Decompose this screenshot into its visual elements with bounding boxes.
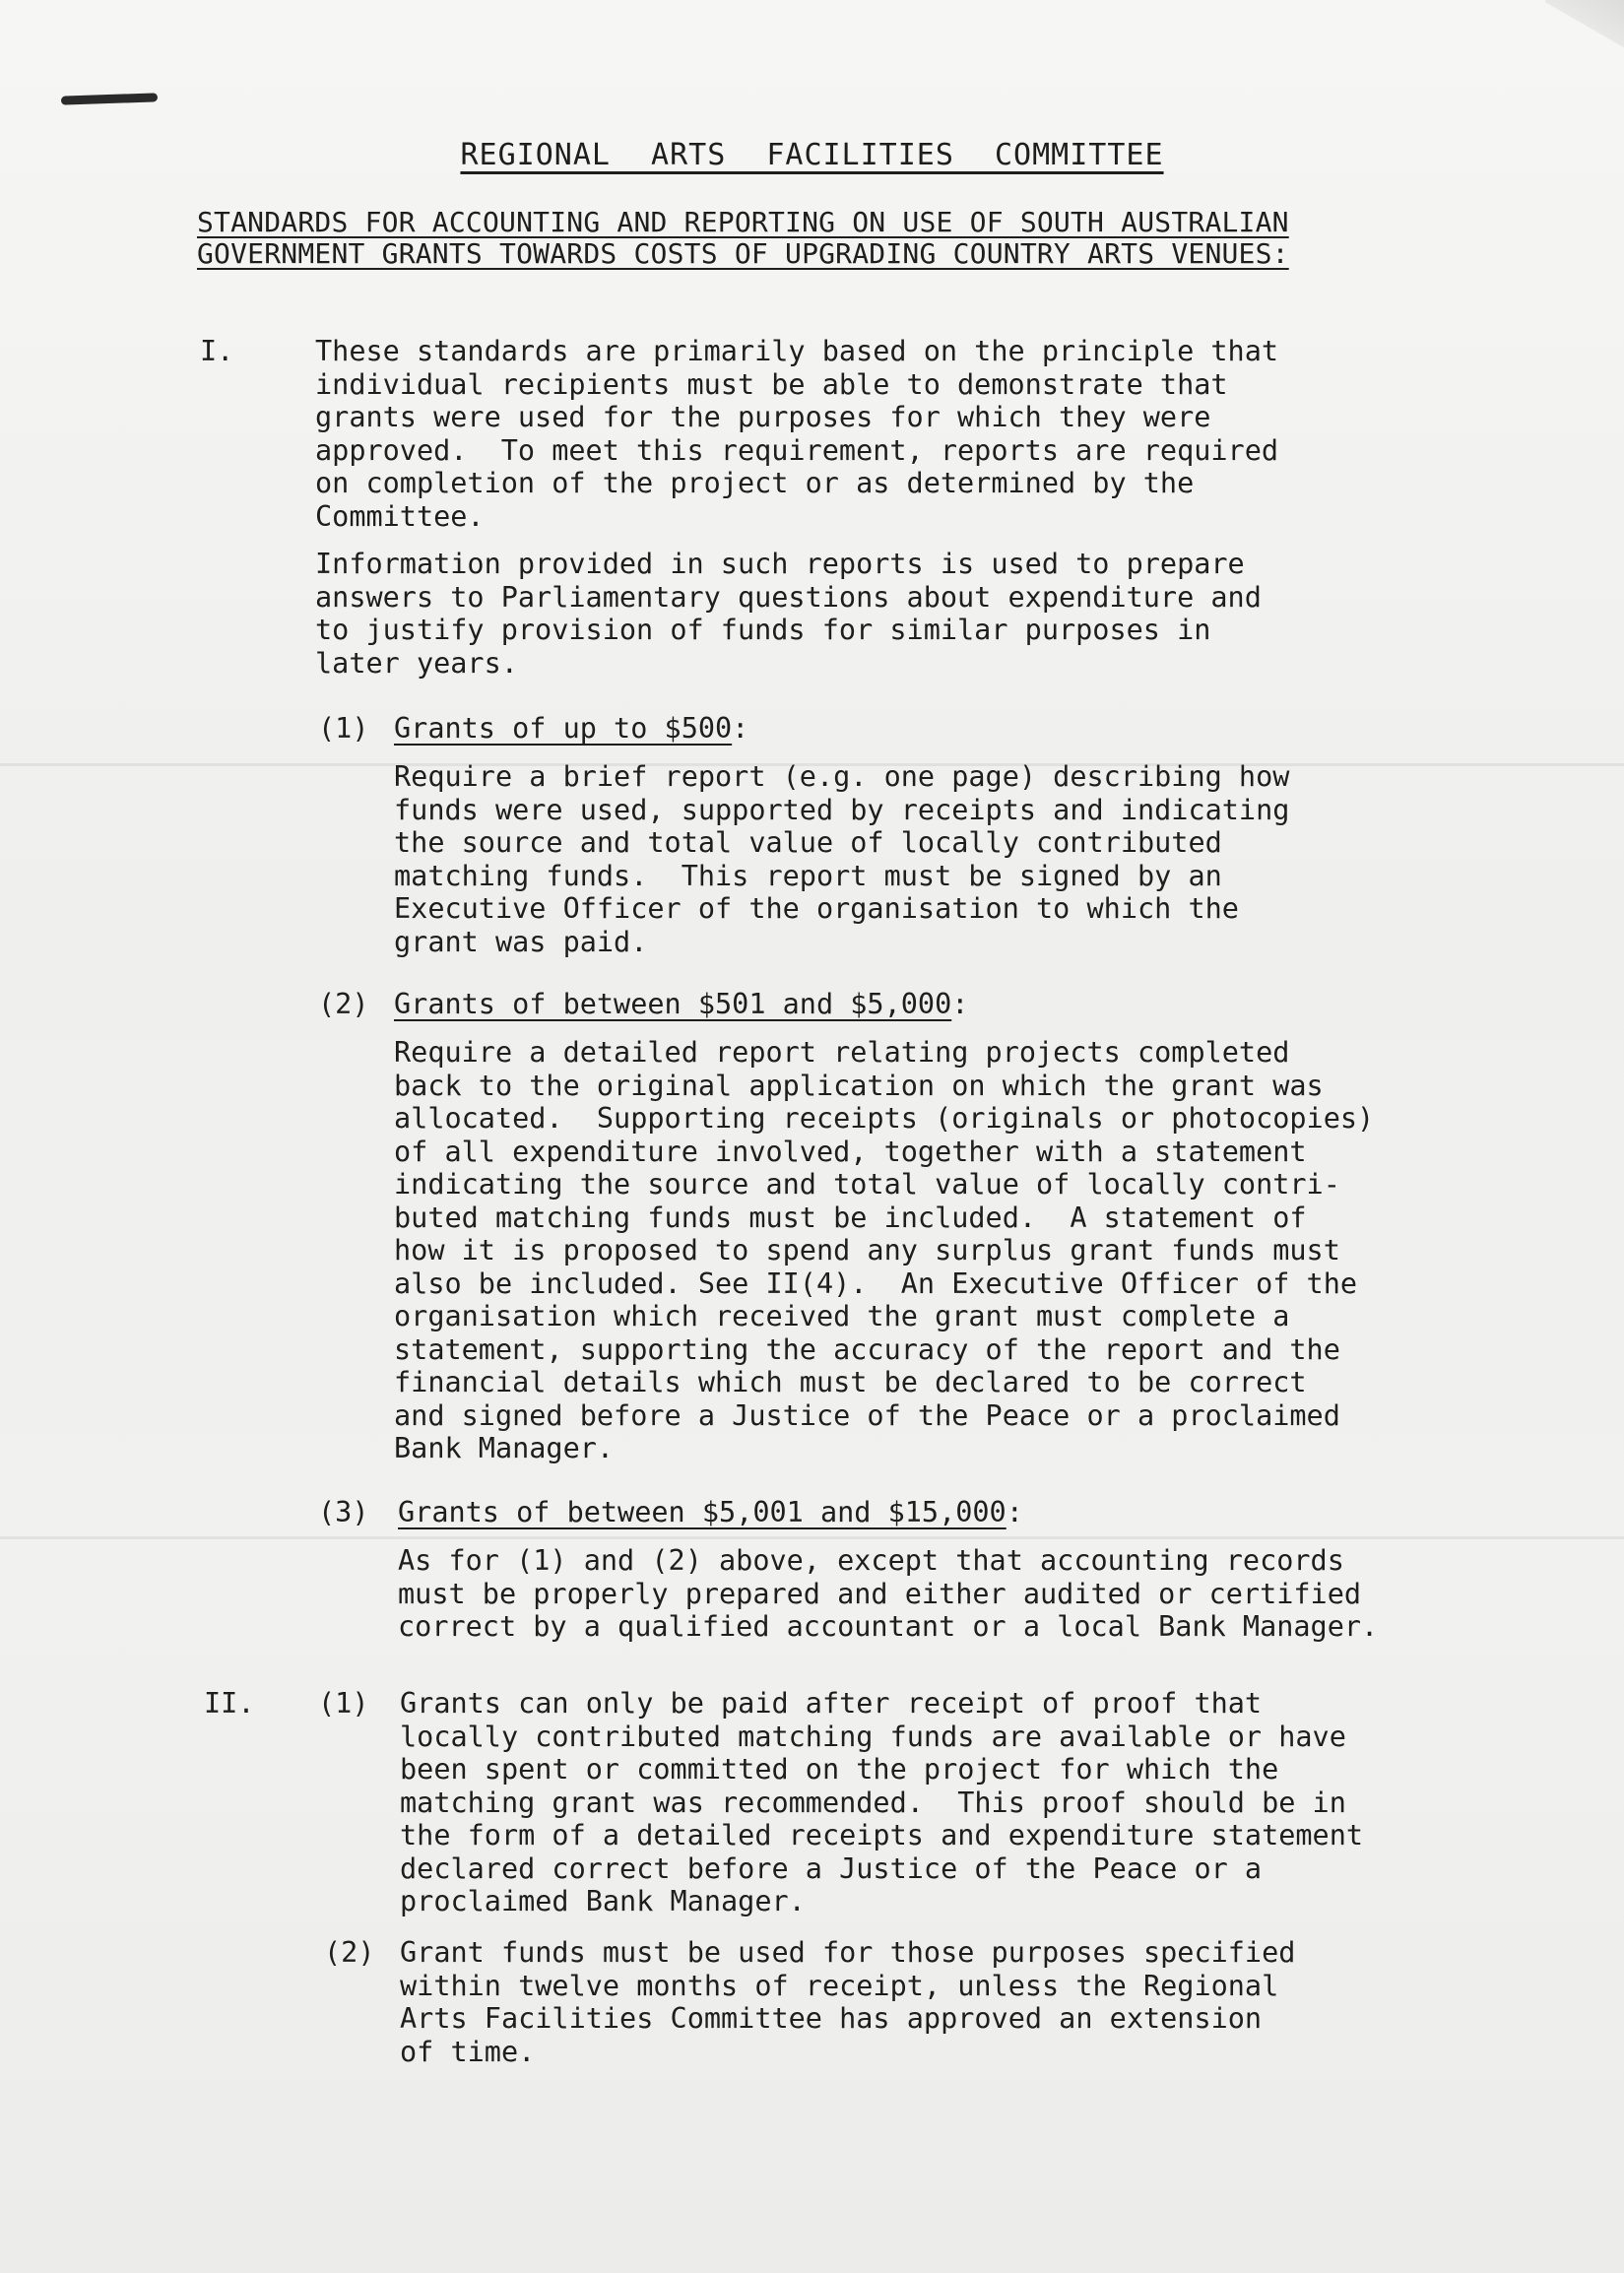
subtitle-line: STANDARDS FOR ACCOUNTING AND REPORTING ON USE OF SOUTH AUSTRALIAN	[197, 206, 1289, 238]
heading-text: Grants of between $501 and $5,000	[394, 988, 952, 1020]
text-line: back to the original application on which the grant was	[394, 1069, 1324, 1102]
text-line: approved. To meet this requirement, reports are required	[315, 433, 1279, 467]
text-line: Executive Officer of the organisation to which the	[394, 892, 1239, 925]
item-number: (1)	[318, 712, 369, 745]
text-line: within twelve months of receipt, unless the Regional	[400, 1969, 1279, 2002]
document-title	[0, 138, 1624, 172]
item-number: (1)	[318, 1687, 369, 1720]
item-paragraph	[400, 1936, 1295, 2068]
section-numeral: II.	[204, 1687, 255, 1720]
text-line: later years.	[315, 646, 518, 680]
item-heading: Grants of between $501 and $5,000:	[394, 988, 969, 1020]
text-line: on completion of the project or as determined by the	[315, 467, 1195, 499]
section-numeral: I.	[200, 335, 234, 367]
item-number: (2)	[324, 1936, 375, 1969]
text-line: Bank Manager.	[394, 1432, 615, 1464]
item-paragraph	[394, 760, 1289, 958]
text-line: of all expenditure involved, together with a statement	[394, 1135, 1307, 1168]
text-line: the form of a detailed receipts and expenditure statement	[400, 1819, 1364, 1851]
text-line: proclaimed Bank Manager.	[400, 1885, 806, 1917]
text-line: Grant funds must be used for those purposes specified	[400, 1936, 1296, 1969]
text-line: Require a brief report (e.g. one page) describing how	[394, 760, 1290, 793]
text-line: correct by a qualified accountant or a local Bank Manager.	[398, 1610, 1379, 1643]
text-line: buted matching funds must be included. A statement of	[394, 1201, 1307, 1234]
text-line: These standards are primarily based on the principle that	[315, 335, 1279, 367]
text-line: financial details which must be declared to be correct	[394, 1366, 1307, 1398]
text-line: Grants can only be paid after receipt of proof that	[400, 1687, 1263, 1720]
text-line: Arts Facilities Committee has approved an extension	[400, 2002, 1263, 2035]
text-line: and signed before a Justice of the Peace or a proclaimed	[394, 1398, 1340, 1432]
text-line: been spent or committed on the project for which the	[400, 1753, 1279, 1786]
text-line: to justify provision of funds for similar purposes in	[315, 614, 1211, 646]
text-line: grants were used for the purposes for which they were	[315, 401, 1211, 433]
text-line: Information provided in such reports is used to prepare	[315, 548, 1245, 580]
item-number: (3)	[318, 1496, 369, 1528]
text-line: As for (1) and (2) above, except that accounting records	[398, 1544, 1344, 1577]
text-line: also be included. See II(4). An Executive Officer of the	[394, 1266, 1358, 1300]
intro-paragraph	[315, 335, 1278, 533]
text-line: must be properly prepared and either audited or certified	[398, 1577, 1362, 1610]
item-number: (2)	[318, 988, 369, 1020]
text-line: individual recipients must be able to demonstrate that	[315, 367, 1228, 401]
title-text: REGIONAL ARTS FACILITIES COMMITTEE	[460, 138, 1164, 172]
text-line: matching grant was recommended. This proof should be in	[400, 1786, 1346, 1819]
text-line: matching funds. This report must be signed by an	[394, 859, 1222, 892]
item-heading: Grants of up to $500:	[394, 712, 749, 745]
text-line: locally contributed matching funds are available or have	[400, 1720, 1346, 1753]
text-line: funds were used, supported by receipts and indicating	[394, 793, 1290, 826]
document-subtitle	[197, 207, 1497, 270]
text-line: grant was paid.	[394, 925, 648, 958]
text-line: how it is proposed to spend any surplus grant funds must	[394, 1234, 1340, 1266]
text-line: the source and total value of locally contributed	[394, 826, 1222, 859]
text-line: answers to Parliamentary questions about expenditure and	[315, 580, 1262, 614]
paper-fold-line	[0, 1536, 1624, 1539]
text-line: indicating the source and total value of locally contri-	[394, 1168, 1340, 1201]
item-paragraph	[398, 1544, 1378, 1644]
text-line: Require a detailed report relating projects completed	[394, 1036, 1290, 1069]
text-line: of time.	[400, 2035, 536, 2068]
item-paragraph	[394, 1036, 1374, 1465]
text-line: organisation which received the grant must complete a	[394, 1300, 1290, 1332]
text-line: statement, supporting the accuracy of the report and the	[394, 1332, 1340, 1366]
text-line: allocated. Supporting receipts (originals or photocopies)	[394, 1102, 1375, 1135]
info-paragraph	[315, 548, 1262, 680]
heading-text: Grants of between $5,001 and $15,000	[398, 1496, 1007, 1528]
text-line: Committee.	[315, 499, 485, 533]
item-paragraph	[400, 1687, 1363, 1918]
item-heading: Grants of between $5,001 and $15,000:	[398, 1496, 1023, 1528]
folded-corner	[1545, 0, 1624, 59]
subtitle-line: GOVERNMENT GRANTS TOWARDS COSTS OF UPGRADING COUNTRY ARTS VENUES:	[197, 237, 1289, 270]
text-line: declared correct before a Justice of the Peace or a	[400, 1851, 1263, 1885]
heading-text: Grants of up to $500	[394, 712, 733, 745]
